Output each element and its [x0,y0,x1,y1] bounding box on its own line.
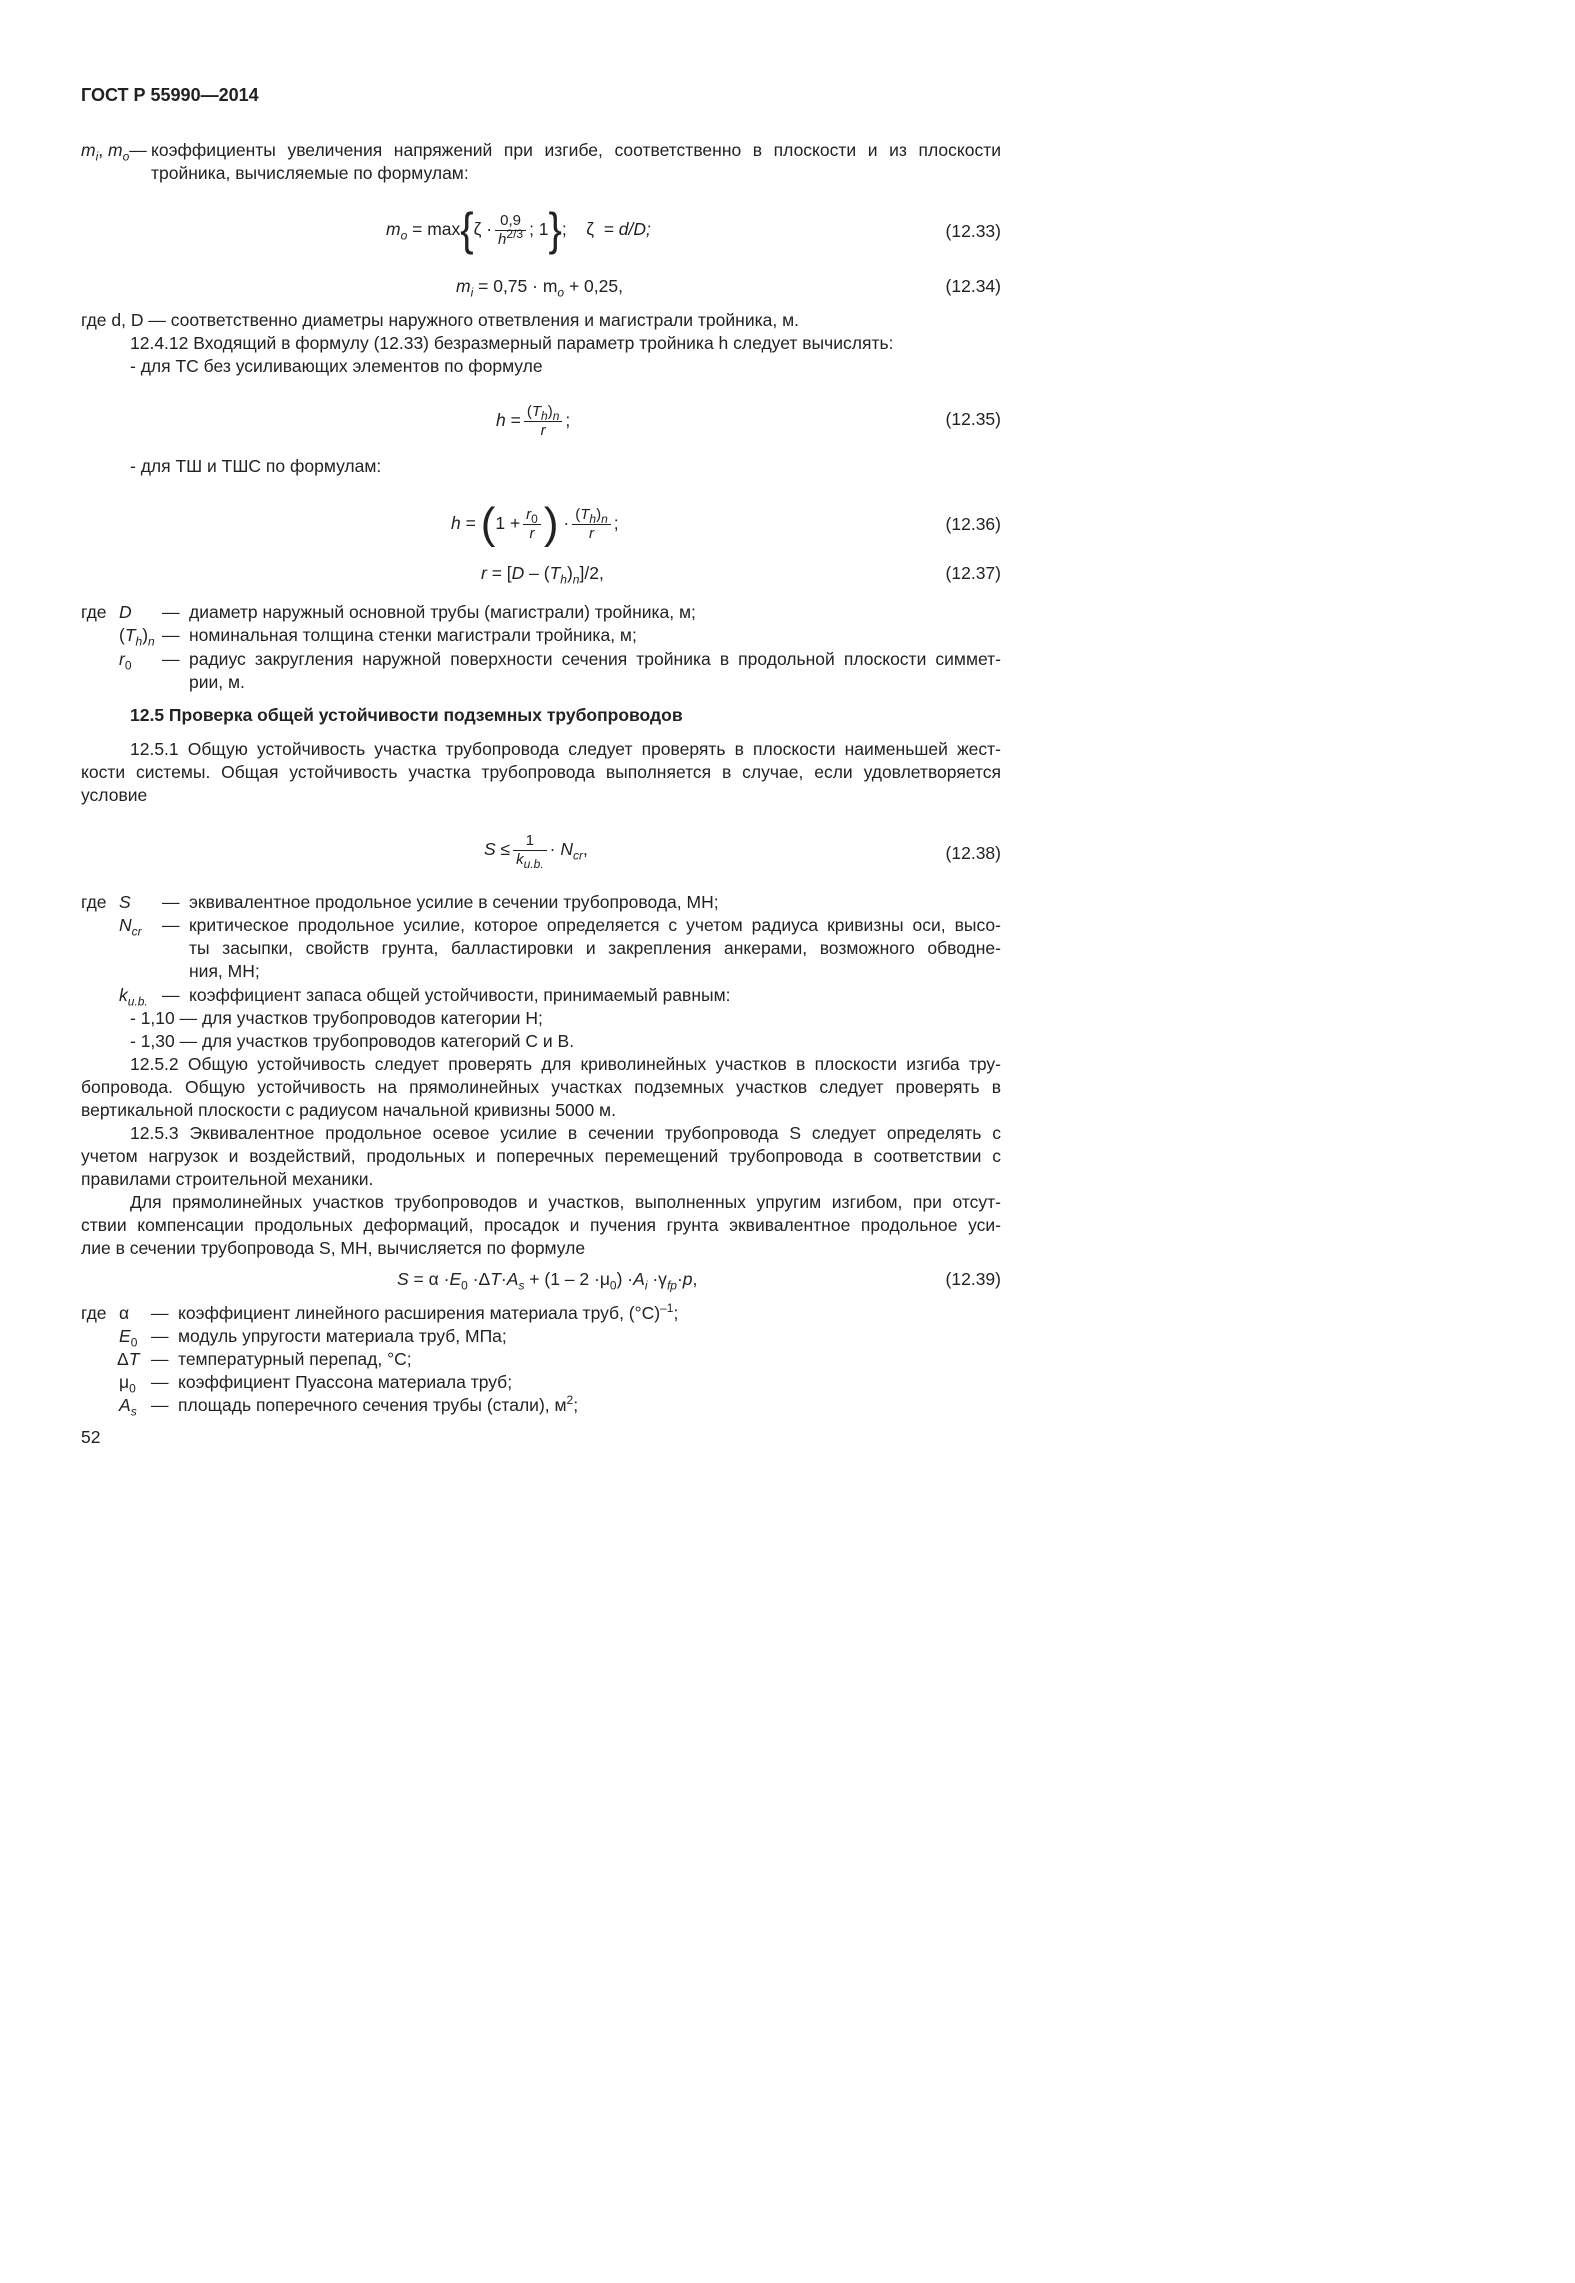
defs3-text-dT: температурный перепад, °С; [178,1349,412,1369]
equation-12-38: S ≤ $\frac{1}{k_{u.b.}}$ · $N_{cr}$, [484,831,588,871]
defs1-sym-Th: $(T_h)_n$ [119,625,155,649]
section-heading-12-5: 12.5 Проверка общей устойчивости подземных трубопроводов [130,705,683,725]
defs3-dash-mu0: — [151,1372,169,1392]
defs2-text-Ncr-line2: ты засыпки, свойств грунта, балластировки и закрепления анкерами, возможного обводне- [189,938,1001,958]
defs2-sym-S: S [119,892,131,912]
defs3-dash-dT: — [151,1349,169,1369]
equation-12-34: $m_i = 0,75 \cdot m_o + 0,25$, [456,276,623,300]
defs2-where: где [81,892,107,912]
equation-12-39: $S = \alpha \cdot E_0 \cdot\Delta T\cdot A_s + (1 - 2 \cdot\mu_0) \cdot A_i \cdot\gamma_{fp}\cdot p$, [397,1269,698,1293]
defs3-text-As: площадь поперечного сечения трубы (стали), $м^2$; [178,1393,579,1415]
defs2-text-S: эквивалентное продольное усилие в сечении трубопровода, МН; [189,892,719,912]
defs2-dash-kub: — [162,985,180,1005]
equation-number-12-39: (12.39) [945,1269,1001,1289]
paragraph-12-4-12: 12.4.12 Входящий в формулу (12.33) безразмерный параметр тройника h следует вычислять: [130,333,894,353]
item-tc-formula: - для ТС без усиливающих элементов по формуле [130,356,543,376]
p-straight-line1: Для прямолинейных участков трубопроводов и участков, выполненных упругим изгибом, при отсут- [130,1192,1001,1212]
p-12-5-3-line2: учетом нагрузок и воздействий, продольных и поперечных перемещений трубопровода в соответствии с [81,1146,1001,1166]
p-12-5-2-line2: бопровода. Общую устойчивость на прямолинейных участках подземных участков следует проверять в [81,1077,1001,1097]
defs1-dash-r0: — [162,649,180,669]
defs2-text-kub: коэффициент запаса общей устойчивости, принимаемый равным: [189,985,731,1005]
defs2-text-Ncr-line1: критическое продольное усилие, которое определяется с учетом радиуса кривизны оси, высо- [189,915,1001,935]
defs1-text-r0-line2: рии, м. [189,672,245,692]
defs3-text-alpha: коэффициент линейного расширения материала труб, $(^\circ С)^{-1}$; [178,1301,679,1323]
equation-number-12-37: (12.37) [945,563,1001,583]
defs3-sym-mu0: $\mu_0$ [119,1372,136,1396]
p-12-5-1-line3: условие [81,785,148,805]
page-number: 52 [81,1427,101,1447]
defs2-dash-Ncr: — [162,915,180,935]
mi-mo-symbols: $m_i$, $m_o—$ [81,140,147,164]
equation-12-36: h = (1 + $\frac{r_0}{r}$ ) · $\frac{(T_h)_n}{r}$ ; [451,499,619,549]
equation-12-37: $r = [D - (T_h)_n]/2$, [481,563,604,587]
equation-number-12-33: (12.33) [945,221,1001,241]
equation-12-35: h = $\frac{(T_h)_n}{r}$ ; [496,402,571,439]
defs1-sym-D: D [119,602,132,622]
defs2-item1: - 1,10 — для участков трубопроводов категории Н; [130,1008,543,1028]
p-12-5-2-line1: 12.5.2 Общую устойчивость следует проверять для криволинейных участков в плоскости изгиба тру- [130,1054,1001,1074]
defs3-sym-alpha: α [119,1303,130,1323]
defs1-where: где [81,602,107,622]
mi-mo-definition-line2: тройника, вычисляемые по формулам: [151,163,469,183]
defs1-text-Th: номинальная толщина стенки магистрали тройника, м; [189,625,637,645]
defs2-sym-Ncr: $N_{cr}$ [119,915,142,939]
equation-12-33: $m_o = \max\{\zeta$ · $\frac{0,9}{h^{2/3}}$ ; 1}; ζ = d/D; [386,205,651,256]
equation-number-12-38: (12.38) [945,843,1001,863]
defs3-sym-E0: $E_0$ [119,1326,138,1350]
p-12-5-1-line1: 12.5.1 Общую устойчивость участка трубопровода следует проверять в плоскости наименьшей жест- [130,739,1001,759]
where-d-D: где d, D — соответственно диаметры наружного ответвления и магистрали тройника, м. [81,310,799,330]
defs3-text-mu0: коэффициент Пуассона материала труб; [178,1372,513,1392]
defs3-sym-dT: ΔT [117,1349,140,1369]
equation-number-12-35: (12.35) [945,409,1001,429]
defs3-dash-As: — [151,1395,169,1415]
defs1-text-D: диаметр наружный основной трубы (магистрали) тройника, м; [189,602,696,622]
document-header: ГОСТ Р 55990—2014 [81,85,259,105]
p-12-5-3-line3: правилами строительной механики. [81,1169,374,1189]
p-12-5-1-line2: кости системы. Общая устойчивость участка трубопровода выполняется в случае, если удовлетворяется [81,762,1001,782]
defs1-dash-Th: — [162,625,180,645]
defs2-dash-S: — [162,892,180,912]
defs2-sym-kub: $k_{u.b.}$ [119,985,148,1009]
defs1-dash-D: — [162,602,180,622]
equation-number-12-36: (12.36) [945,514,1001,534]
p-straight-line2: ствии компенсации продольных деформаций, просадок и пучения грунта эквивалентное продольное уси- [81,1215,1001,1235]
p-12-5-3-line1: 12.5.3 Эквивалентное продольное осевое усилие в сечении трубопровода S следует определять с [130,1123,1001,1143]
defs3-where: где [81,1303,107,1323]
p-12-5-2-line3: вертикальной плоскости с радиусом начальной кривизны 5000 м. [81,1100,616,1120]
defs3-dash-alpha: — [151,1303,169,1323]
defs2-item2: - 1,30 — для участков трубопроводов категорий С и В. [130,1031,575,1051]
p-straight-line3: лие в сечении трубопровода S, МН, вычисляется по формуле [81,1238,586,1258]
item-tsh-formulas: - для ТШ и ТШС по формулам: [130,456,382,476]
defs3-text-E0: модуль упругости материала труб, МПа; [178,1326,507,1346]
mi-mo-definition-line1: коэффициенты увеличения напряжений при изгибе, соответственно в плоскости и из плоскости [151,140,1001,160]
defs1-sym-r0: $r_0$ [119,649,132,673]
defs2-text-Ncr-line3: ния, МН; [189,961,260,981]
defs3-dash-E0: — [151,1326,169,1346]
equation-number-12-34: (12.34) [945,276,1001,296]
defs3-sym-As: $A_s$ [119,1395,137,1419]
defs1-text-r0-line1: радиус закругления наружной поверхности сечения тройника в продольной плоскости симмет- [189,649,1001,669]
